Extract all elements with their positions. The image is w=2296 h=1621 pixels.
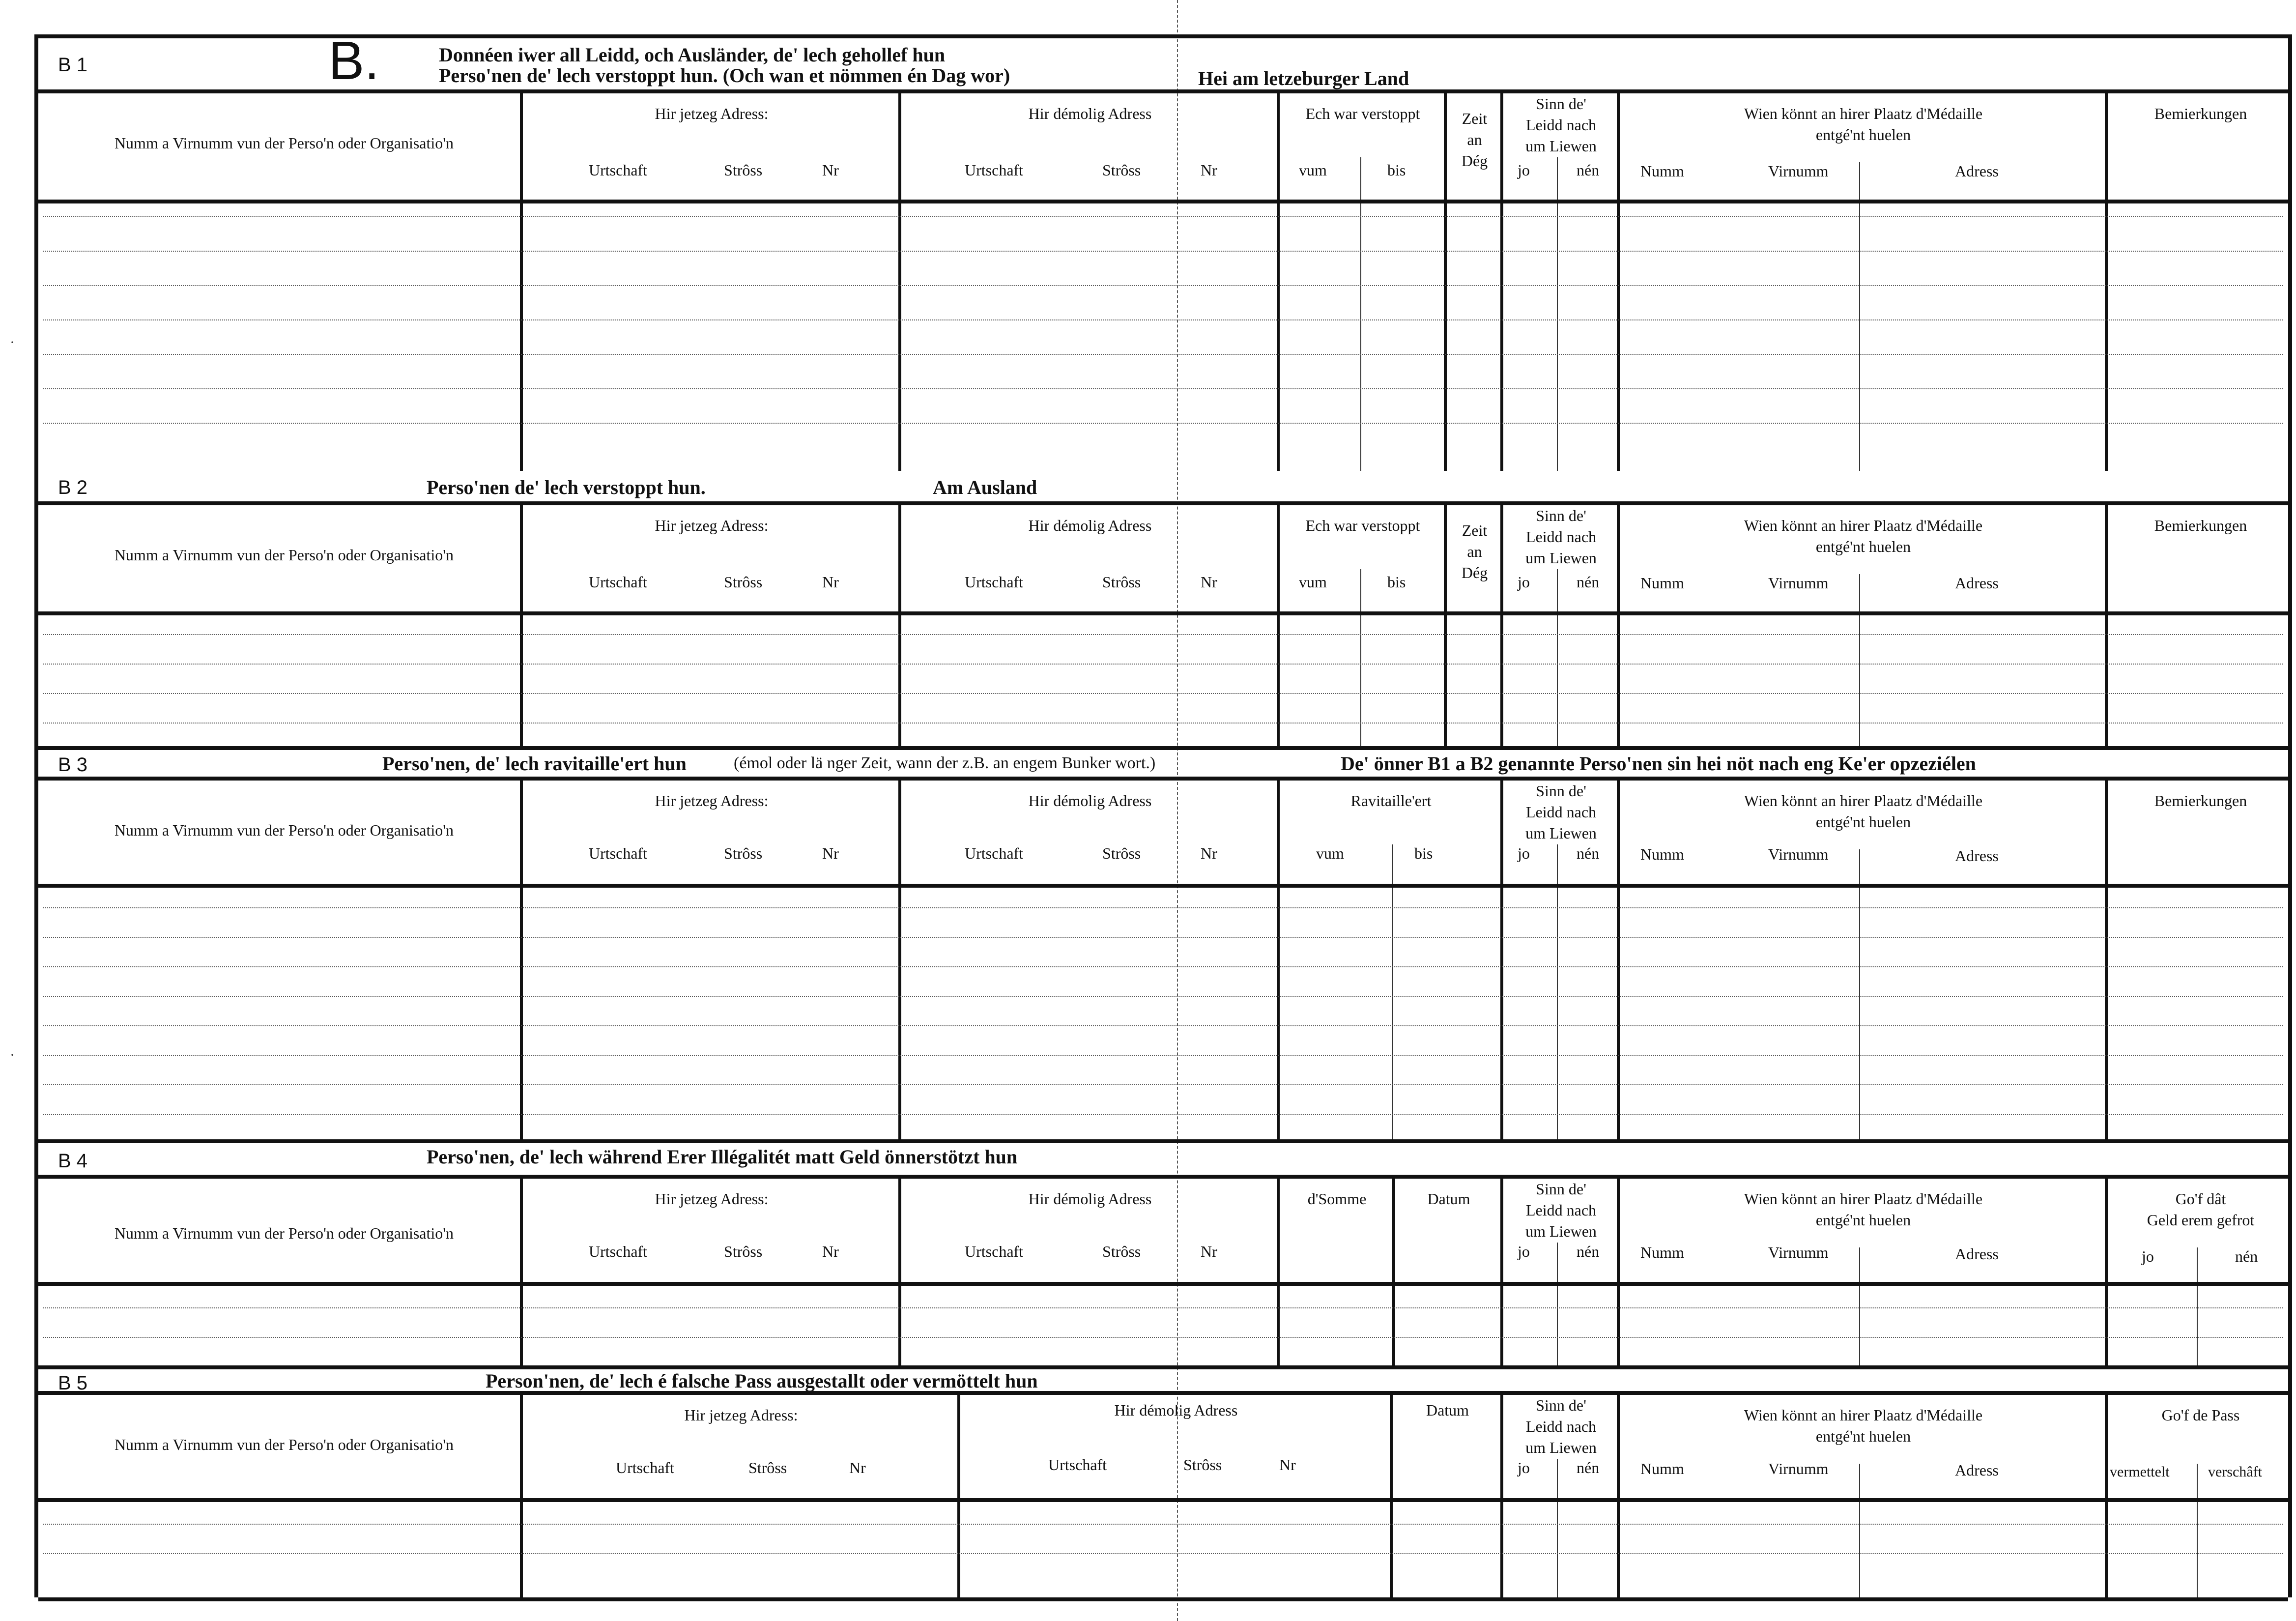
header-virnumm: Virnumm [1768,1244,1829,1261]
table-rule [43,907,2283,908]
header-stross: Strôss [724,161,763,179]
header-sinn-1: Sinn de' [1536,507,1586,524]
table-b4 [38,1179,2288,1365]
table-rule [43,1084,2283,1085]
header-nr: Nr [1201,161,1217,179]
header-bis: bis [1387,573,1406,591]
section-title: Perso'nen, de' lech ravitaille'ert hun [382,753,687,775]
header-current-address: Hir jetzeg Adress: [655,517,769,534]
header-former-address: Hir démolig Adress [1114,1401,1238,1419]
table-rule [1500,781,1503,1139]
header-virnumm: Virnumm [1768,1460,1829,1477]
big-letter: B. [328,30,379,91]
table-rule [1557,157,1558,471]
header-nen: nén [1577,1459,1600,1476]
header-medal-1: Wien könnt an hirer Plaatz d'Médaille [1744,1406,1983,1424]
header-somme: d'Somme [1307,1190,1367,1208]
header-jo: jo [1518,844,1530,862]
header-stross: Strôss [1102,1243,1141,1260]
table-rule [43,1337,2283,1338]
header-former-address: Hir démolig Adress [1028,105,1152,122]
section-code: B 1 [58,54,88,76]
table-rule [43,723,2283,724]
table-rule [1277,505,1280,746]
table-rule [1277,781,1280,1139]
section-title-note: (émol oder lä nger Zeit, wann der z.B. an engem Bunker wort.) [734,754,1156,772]
table-rule [1392,844,1393,1139]
table-rule [43,1025,2283,1026]
header-urtschaft: Urtschaft [965,844,1024,862]
header-nr: Nr [1201,1243,1217,1260]
header-current-address: Hir jetzeg Adress: [655,105,769,122]
table-b5 [38,1395,2288,1601]
header-adress: Adress [1955,1461,1999,1479]
header-sinn-1: Sinn de' [1536,1180,1586,1198]
header-stross: Strôss [1102,844,1141,862]
table-rule [43,388,2283,389]
section-title: Perso'nen, de' lech während Erer Illégalitét matt Geld önnerstötzt hun [427,1146,1018,1168]
header-sinn-1: Sinn de' [1536,782,1586,800]
header-nr: Nr [1201,573,1217,591]
table-rule [1859,162,1860,471]
header-sinn-3: um Liewen [1525,1439,1597,1456]
section-code: B 3 [58,754,88,776]
section-title-row [38,1365,2288,1395]
table-rule [1390,1395,1393,1597]
header-jo: jo [1518,1243,1530,1260]
header-adress: Adress [1955,162,1999,180]
header-sinn-2: Leidd nach [1525,1418,1597,1435]
header-former-address: Hir démolig Adress [1028,792,1152,810]
header-nr: Nr [849,1459,866,1476]
header-adress: Adress [1955,1245,1999,1263]
table-rule [1557,844,1558,1139]
header-urtschaft: Urtschaft [589,844,648,862]
table-rule [43,251,2283,252]
section-title-row [38,746,2288,781]
table-rule [1500,505,1503,746]
header-urtschaft: Urtschaft [965,161,1024,179]
section-b2 [38,471,2288,746]
header-bis: bis [1414,844,1433,862]
header-numm: Numm [1640,1244,1684,1261]
table-rule [1859,574,1860,746]
header-urtschaft: Urtschaft [589,1243,648,1260]
header-stross: Strôss [1183,1456,1222,1474]
header-medal-2: entgé'nt huelen [1815,1427,1911,1445]
header-stross: Strôss [1102,573,1141,591]
header-sinn-1: Sinn de' [1536,1396,1586,1414]
header-name: Numm a Virnumm vun der Perso'n oder Organisatio'n [114,821,454,839]
header-sinn-2: Leidd nach [1525,116,1597,134]
table-b3 [38,781,2288,1139]
table-rule [520,93,523,471]
header-medal-1: Wien könnt an hirer Plaatz d'Médaille [1744,1190,1983,1208]
header-nen: nén [1577,1243,1600,1260]
section-b3 [38,746,2288,1139]
table-rule [2197,1464,2198,1597]
table-rule [43,423,2283,424]
header-sinn-2: Leidd nach [1525,528,1597,546]
header-nr: Nr [822,1243,839,1260]
header-vum: vum [1299,161,1327,179]
table-rule [520,505,523,746]
header-numm: Numm [1640,845,1684,863]
header-gof-geld-1: Go'f dât [2175,1190,2226,1208]
section-code: B 5 [58,1372,88,1394]
header-nen: nén [2235,1247,2258,1265]
table-rule [1859,849,1860,1139]
header-medal-2: entgé'nt huelen [1815,126,1911,144]
header-numm: Numm [1640,1460,1684,1477]
section-title-row [38,1139,2288,1179]
header-gof-pass: Go'f de Pass [2161,1406,2240,1424]
header-sinn-3: um Liewen [1525,137,1597,155]
header-sinn-3: um Liewen [1525,549,1597,567]
header-zeit-an: an [1467,131,1482,148]
header-remarks: Bemierkungen [2154,517,2247,534]
header-urtschaft: Urtschaft [965,573,1024,591]
table-rule [1360,157,1361,471]
table-rule [1617,93,1620,471]
section-title-row [38,471,2288,505]
table-rule [38,1498,2288,1502]
header-stross: Strôss [724,573,763,591]
table-rule [43,319,2283,320]
table-rule [957,1395,960,1597]
table-rule [43,996,2283,997]
header-zeit-deg: Dég [1461,152,1488,170]
header-virnumm: Virnumm [1768,845,1829,863]
header-jo: jo [1518,161,1530,179]
table-rule [1617,781,1620,1139]
table-rule [38,611,2288,615]
header-urtschaft: Urtschaft [589,573,648,591]
table-rule [1557,1459,1558,1597]
header-urtschaft: Urtschaft [616,1459,675,1476]
header-vum: vum [1316,844,1344,862]
table-rule [2105,1395,2108,1597]
header-sinn-2: Leidd nach [1525,803,1597,821]
table-rule [520,781,523,1139]
margin-mark: · [10,334,15,350]
section-b4 [38,1139,2288,1365]
table-rule [898,505,901,746]
header-jo: jo [1518,573,1530,591]
header-zeit-an: an [1467,543,1482,560]
header-gof-geld-2: Geld erem gefrot [2147,1211,2255,1229]
header-zeit: Zeit [1462,110,1488,127]
header-name: Numm a Virnumm vun der Perso'n oder Organisatio'n [114,1224,454,1242]
table-rule [2197,1247,2198,1365]
header-medal-2: entgé'nt huelen [1815,1211,1911,1229]
header-stross: Strôss [724,844,763,862]
section-b1 [38,30,2288,471]
table-rule [43,1055,2283,1056]
table-rule [1360,569,1361,746]
header-vum: vum [1299,573,1327,591]
table-rule [43,1307,2283,1308]
header-remarks: Bemierkungen [2154,792,2247,810]
header-numm: Numm [1640,162,1684,180]
header-name: Numm a Virnumm vun der Perso'n oder Organisatio'n [114,1436,454,1453]
table-rule [38,200,2288,203]
header-former-address: Hir démolig Adress [1028,517,1152,534]
table-rule [898,93,901,471]
header-virnumm: Virnumm [1768,162,1829,180]
header-adress: Adress [1955,574,1999,592]
table-rule [43,1553,2283,1554]
table-b2 [38,505,2288,746]
section-code: B 2 [58,477,88,498]
header-nen: nén [1577,844,1600,862]
header-nr: Nr [1201,844,1217,862]
table-rule [898,781,901,1139]
table-rule [1617,1395,1620,1597]
header-hidden: Ech war verstoppt [1305,105,1420,122]
section-title-extra: Am Ausland [933,476,1037,498]
table-rule [43,966,2283,967]
table-rule [1500,93,1503,471]
header-adress: Adress [1955,847,1999,865]
table-rule [1859,1464,1860,1597]
margin-mark: · [10,1047,15,1063]
header-former-address: Hir démolig Adress [1028,1190,1152,1208]
table-rule [2105,781,2108,1139]
table-rule [43,693,2283,694]
table-rule [43,1114,2283,1115]
header-urtschaft: Urtschaft [965,1243,1024,1260]
header-vermettelt: vermettelt [2110,1464,2170,1480]
table-rule [1617,505,1620,746]
header-remarks: Bemierkungen [2154,105,2247,122]
header-sinn-1: Sinn de' [1536,95,1586,113]
section-title-line-2: Perso'nen de' lech verstoppt hun. (Och wan et nömmen én Dag wor) [439,64,1010,87]
header-jo: jo [2142,1247,2154,1265]
header-medal-2: entgé'nt huelen [1815,813,1911,831]
header-verschaft: verschâft [2208,1464,2262,1480]
header-stross: Strôss [1102,161,1141,179]
table-rule [2105,505,2108,746]
section-title: Perso'nen de' lech verstoppt hun. [427,476,706,498]
table-rule [38,884,2288,888]
header-current-address: Hir jetzeg Adress: [655,792,769,810]
table-rule [1557,1243,1558,1365]
table-rule [1500,1395,1503,1597]
table-rule [1444,505,1447,746]
header-virnumm: Virnumm [1768,574,1829,592]
header-medal-2: entgé'nt huelen [1815,538,1911,555]
header-jo: jo [1518,1459,1530,1476]
header-zeit-deg: Dég [1461,564,1488,581]
table-rule [43,634,2283,635]
header-medal-1: Wien könnt an hirer Plaatz d'Médaille [1744,517,1983,534]
form-page [34,30,2292,1597]
section-title: Person'nen, de' lech é falsche Pass ausgestallt oder vermöttelt hun [486,1370,1038,1392]
header-current-address: Hir jetzeg Adress: [655,1190,769,1208]
header-nr: Nr [1279,1456,1296,1474]
table-rule [1859,1247,1860,1365]
table-rule [43,354,2283,355]
table-rule [2105,93,2108,471]
header-nen: nén [1577,573,1600,591]
header-name: Numm a Virnumm vun der Perso'n oder Organisatio'n [114,134,454,152]
header-current-address: Hir jetzeg Adress: [684,1406,798,1424]
header-zeit: Zeit [1462,521,1488,539]
header-sinn-3: um Liewen [1525,1222,1597,1240]
header-medal-1: Wien könnt an hirer Plaatz d'Médaille [1744,105,1983,122]
section-code: B 4 [58,1150,88,1172]
header-urtschaft: Urtschaft [589,161,648,179]
header-bis: bis [1387,161,1406,179]
header-datum: Datum [1427,1190,1470,1208]
table-rule [43,937,2283,938]
header-ravitailleert: Ravitaille'ert [1350,792,1432,810]
section-title-row [38,30,2288,93]
header-nr: Nr [822,844,839,862]
header-sinn-3: um Liewen [1525,824,1597,842]
header-sinn-2: Leidd nach [1525,1201,1597,1219]
header-nen: nén [1577,161,1600,179]
section-title-extra: Hei am letzeburger Land [1198,67,1409,89]
header-name: Numm a Virnumm vun der Perso'n oder Organisatio'n [114,546,454,564]
table-rule [43,216,2283,217]
table-rule [43,664,2283,665]
header-stross: Strôss [724,1243,763,1260]
table-rule [38,1282,2288,1286]
table-rule [43,1524,2283,1525]
table-rule [1277,93,1280,471]
header-hidden: Ech war verstoppt [1305,517,1420,534]
header-nr: Nr [822,161,839,179]
header-numm: Numm [1640,574,1684,592]
header-medal-1: Wien könnt an hirer Plaatz d'Médaille [1744,792,1983,810]
section-b5 [38,1365,2288,1601]
table-rule [520,1395,523,1597]
section-title-extra: De' önner B1 a B2 genannte Perso'nen sin hei nöt nach eng Ke'er opzeziélen [1341,753,1976,775]
header-nr: Nr [822,573,839,591]
header-stross: Strôss [748,1459,787,1476]
table-rule [43,285,2283,286]
header-urtschaft: Urtschaft [1048,1456,1107,1474]
table-rule [1444,93,1447,471]
table-b1 [38,93,2288,471]
table-rule [1557,569,1558,746]
section-title-line-1: Donnéen iwer all Leidd, och Ausländer, de' lech gehollef hun [439,44,946,66]
header-datum: Datum [1426,1401,1469,1419]
